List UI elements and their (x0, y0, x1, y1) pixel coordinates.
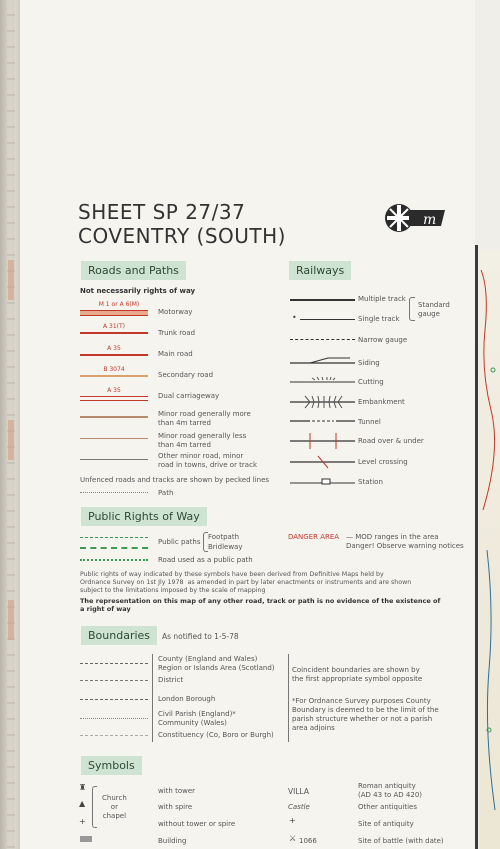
secondary-road-line (80, 375, 148, 377)
publisher-logo (383, 202, 451, 234)
battle-site-label: Site of battle (with date) (358, 837, 444, 845)
castle-symbol: Castle (288, 803, 310, 811)
railway-label: Single track (358, 315, 400, 323)
footpath-line (80, 537, 148, 538)
siding-symbol (290, 355, 356, 367)
boundary-footnote: *For Ordnance Survey purposes County Boundary is deemed to be the limit of the parish structure whether or not a parish area adjoins (292, 697, 439, 732)
railway-label: Station (358, 478, 383, 486)
danger-area-label: DANGER AREA (288, 533, 340, 541)
rights-header: Public Rights of Way (81, 507, 207, 526)
sheet-area-name: COVENTRY (SOUTH) (78, 224, 286, 248)
fold-mark (8, 420, 14, 460)
rights-note: Public rights of way indicated by these symbols have been derived from Definitive Maps held by Ordnance Survey on 1st Jly 1978 as amended in part by later enactments or instruments and are shown subject to the limitations imposed by the scale of mapping (80, 571, 412, 594)
bridleway-line (80, 547, 148, 549)
tunnel-symbol (290, 415, 356, 427)
embankment-symbol (290, 394, 356, 410)
road-code: A 35 (107, 387, 121, 394)
map-frame-line (475, 245, 478, 849)
road-label: Minor road generally more than 4m tarred (158, 410, 251, 427)
bridleway-label: Bridleway (208, 543, 243, 551)
boundaries-notified: As notified to 1-5-78 (162, 632, 239, 641)
county-boundary-line (80, 663, 148, 664)
boundary-label: County (England and Wales) Region or Islands Area (Scotland) (158, 655, 275, 672)
fold-mark (8, 260, 14, 300)
villa-symbol: VILLA (288, 787, 310, 796)
road-over-under-symbol (290, 433, 356, 449)
district-boundary-line (80, 680, 148, 681)
trunk-road-line (80, 332, 148, 334)
railway-label: Embankment (358, 398, 405, 406)
danger-area-text: — MOD ranges in the area Danger! Observe warning notices (346, 533, 464, 550)
narrow-gauge-line (290, 339, 355, 340)
boundary-label: Civil Parish (England)* Community (Wales) (158, 710, 236, 727)
coincident-note: Coincident boundaries are shown by the first appropriate symbol opposite (292, 666, 423, 683)
boundaries-divider-right (288, 654, 289, 742)
other-antiquities-label: Other antiquities (358, 803, 417, 811)
fold-mark (8, 600, 14, 640)
church-tower-label: with tower (158, 787, 196, 795)
gauge-brace (409, 297, 415, 321)
site-antiquity-icon: + (289, 816, 296, 825)
public-paths-label: Public paths (158, 538, 201, 546)
railway-label: Road over & under (358, 437, 424, 445)
church-plain-label: without tower or spire (158, 820, 236, 828)
road-label: Dual carriageway (158, 392, 220, 400)
boundary-label: Constituency (Co, Boro or Burgh) (158, 731, 274, 739)
cutting-symbol (290, 375, 356, 389)
road-label: Motorway (158, 308, 193, 316)
multiple-track-line (290, 299, 355, 301)
road-public-path-line (80, 559, 148, 561)
symbols-header: Symbols (81, 756, 142, 775)
battle-date: 1066 (299, 837, 317, 845)
railway-label: Siding (358, 359, 380, 367)
road-label: Main road (158, 350, 193, 358)
road-label: Trunk road (158, 329, 196, 337)
road-code: B 3074 (103, 366, 125, 373)
site-antiquity-label: Site of antiquity (358, 820, 414, 828)
railway-label: Multiple track (358, 295, 406, 303)
building-label: Building (158, 837, 187, 845)
boundaries-header: Boundaries (81, 626, 157, 645)
other-minor-road-line (80, 459, 148, 460)
railway-label: Cutting (358, 378, 384, 386)
footpath-label: Footpath (208, 533, 240, 541)
church-label: Church or chapel (102, 794, 127, 820)
civil-parish-line (80, 718, 148, 719)
london-borough-line (80, 699, 148, 700)
map-edge-right (475, 0, 500, 849)
rights-bold-note: The representation on this map of any other road, track or path is no evidence of the existence of a right of way (80, 597, 441, 613)
signal-icon: • (292, 313, 297, 322)
road-public-path-label: Road used as a public path (158, 556, 253, 564)
railway-label: Narrow gauge (358, 336, 408, 344)
standard-gauge-label: Standard gauge (418, 301, 450, 318)
road-code: A 31(T) (103, 323, 125, 330)
church-spire-label: with spire (158, 803, 193, 811)
boundary-label: District (158, 676, 184, 684)
unfenced-note: Unfenced roads and tracks are shown by pecked lines (80, 476, 270, 484)
svg-text:m: m (423, 212, 437, 228)
church-spire-icon: ▲ (79, 799, 86, 808)
minor-road-narrow-line (80, 438, 148, 439)
boundaries-divider (152, 654, 153, 742)
single-track-line (300, 319, 355, 320)
church-brace (92, 786, 97, 828)
road-label: Other minor road, minor road in towns, drive or track (158, 452, 257, 469)
boundary-label: London Borough (158, 695, 216, 703)
railways-header: Railways (289, 261, 351, 280)
map-excerpt (479, 250, 500, 849)
road-code: A 35 (107, 345, 121, 352)
level-crossing-symbol (290, 455, 356, 469)
roads-header: Roads and Paths (81, 261, 186, 280)
constituency-line (80, 735, 148, 736)
motorway-line (80, 310, 148, 316)
church-plain-icon: + (79, 817, 86, 826)
map-fold-strip (7, 0, 15, 849)
church-tower-icon: ♜ (79, 783, 87, 792)
map-fold-edge (0, 0, 20, 849)
road-label: Secondary road (158, 371, 214, 379)
roman-antiquity-label: Roman antiquity (AD 43 to AD 420) (358, 782, 423, 799)
path-line (80, 492, 148, 493)
sheet-number: SHEET SP 27/37 (78, 200, 246, 224)
main-road-line (80, 354, 148, 356)
road-label: Minor road generally less than 4m tarred (158, 432, 247, 449)
building-icon (80, 836, 92, 842)
battle-icon: ⚔ (289, 834, 297, 843)
dual-carriageway-line (80, 396, 148, 401)
station-symbol (290, 475, 356, 487)
road-code: M 1 or A 6(M) (98, 301, 140, 308)
railway-label: Tunnel (358, 418, 381, 426)
path-label: Path (158, 489, 174, 497)
railway-label: Level crossing (358, 458, 408, 466)
roads-note: Not necessarily rights of way (80, 287, 196, 295)
minor-road-wide-line (80, 416, 148, 418)
